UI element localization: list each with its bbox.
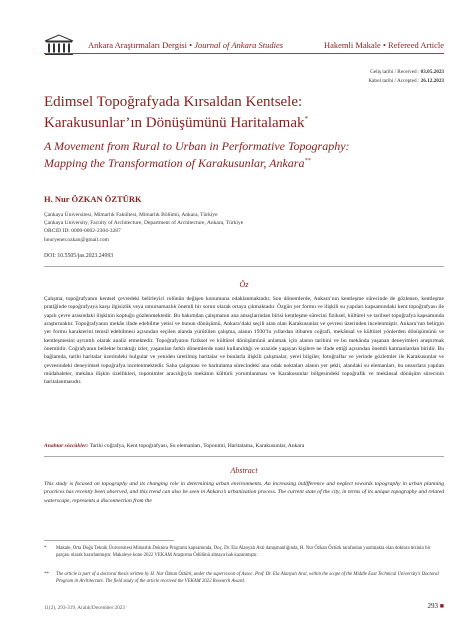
journal-name-en: Journal of Ankara Studies bbox=[194, 40, 284, 50]
keywords-divider bbox=[44, 456, 444, 457]
keywords-label: Anahtar sözcükler: bbox=[44, 443, 89, 449]
doi-link[interactable]: DOI: 10.5505/jas.2023.24993 bbox=[44, 253, 114, 259]
orcid-id[interactable]: ORCID ID: 0000-0002-2304-3287 bbox=[44, 228, 121, 235]
title-tr-line1: Edimsel Topoğrafyada Kırsaldan Kentsele: bbox=[44, 94, 303, 110]
title-en-line1: A Movement from Rural to Urban in Performative Topography: bbox=[44, 139, 350, 153]
title-en-footnote-mark[interactable]: ** bbox=[304, 158, 311, 164]
doi-divider bbox=[44, 266, 444, 267]
footnote-1-text: Makale, Orta Doğu Teknik Üniversitesi Mimarlık Doktora Programı kapsamında, Doç. Dr. Ela Alanyalı Aral danışmanlığında, H. Nur Özkan Öztürk tarafından yazılmakta olan doktora tezinin bir parçası olarak hazırlanmıştır. Makaleye konu 2022 VEKAM Araştırma Ödülünü almaya hak kazanmıştır. bbox=[56, 546, 431, 558]
article-dates: Geliş tarihi / Received : 03.05.2023 Kabul tarihi / Accepted : 26.12.2023 bbox=[368, 69, 444, 84]
footnote-divider bbox=[44, 540, 174, 541]
footnote-1 bbox=[44, 546, 444, 559]
received-label: Geliş tarihi / Received bbox=[370, 69, 417, 75]
abstract-text: This study is focused on topography and its changing role in determining urban environments. An increasing indifference and neglect towards topography in urban planning practices has recently been observed, and this trend can also be seen in Ankara’s urbanization process. The current state of the city, in terms of its unique topography and related waterscape, represents a disconnection from the bbox=[44, 481, 444, 504]
abstract-heading: Abstract bbox=[230, 466, 258, 475]
header-divider bbox=[44, 53, 444, 54]
title-tr-line2: Karakusunlar’ın Dönüşümünü Haritalamak bbox=[44, 115, 305, 131]
journal-name-tr: Ankara Araştırmaları Dergisi bbox=[88, 40, 187, 50]
title-turkish bbox=[44, 94, 454, 132]
oz-text: Çalışma, topoğrafyanın kentsel çevredeki belirleyici rolünün değişen konumuna odaklanmaktadır. Son dönemlerde, Ankara’nın kentleşme sürecinde de gözlenen, kentleşme pratiğinde topoğrafyaya karşı ilgisizlik veya umursamazlık önemli bir sorun olarak ortaya çıkmaktadır. Özgün yer formu ve ilişkili su yapıları kapsamındaki kent topoğrafyası ile yapılı çevre arasındaki ilişkinin koptuğu gözlenmektedir. Bu bakımdan çalışmanın ana amaçlarından birisi kentleşme sürecini fiziksel, kültürel ve tarihsel topoğrafya kapsamında araştırmaktır. Topoğrafyanın mekân ifade edebilme yetisi ve bunun dönüşümü, Ankara’daki seçili alan olan Karakusunlar ve çevresi üzerinden incelenmiştir. Ankara’nın belirgin yer formu karakterini temsil edebilmesi açısından seçilen alanda yürütülen çalışma, alanın 1930’lu yıllardan itibaren coğrafi, mekânsal ve kültürel yönlerden dönüşümünü ve kentleşmesini ayrıntılı olarak analiz etmektedir. Topoğrafyanın fiziksel ve kültürel dönüşümünü anlamak için alanın tarihini ve bu mekânda yaşanan deneyimleri araştırmak önemlidir. Coğrafyanın bellekte bıraktığı izler, yaşanılan farklı dönemlerde nasıl kullanıldığı ve arazide yaşayan kişilere ne ifade ettiği açısından önemli katmanlardan biridir. Bu bağlamda, tarihi haritalar üzerindeki bulgular ve yeniden üretilmiş haritalar ve bunlarla ilişkili çalışmalar, yerel bilgiler, fotoğraflar ve yerinde gözlemler ile Karakusunlar ve çevresindeki deneyimsel topoğrafya incelenmektedir. Saha çalışması ve haritalama sürecindeki ana odak noktaları alanın yer şekli, alandaki su elemanları, bu unsurlara yapılan müdahaleler, mekâna ilişkin özellikleri, toponimler aracılığıyla mekânın kültürü yorumlanması ve Karakusunlar bölgesindeki topoğrafik ve mekânsal dönüşüm sürecinin haritalanmasıdır. bbox=[44, 296, 444, 386]
page-number: 293 bbox=[427, 602, 439, 610]
keywords bbox=[44, 443, 444, 449]
author-affiliation bbox=[44, 211, 243, 244]
journal-name bbox=[88, 40, 283, 50]
affiliation-tr: Çankaya Üniversitesi, Mimarlık Fakültesi, Mimarlık Bölümü, Ankara, Türkiye bbox=[44, 212, 218, 218]
accepted-date: 26.12.2023 bbox=[420, 78, 444, 84]
title-en-line2: Mapping the Transformation of Karakusunlar, Ankara bbox=[44, 156, 305, 170]
journal-separator: • bbox=[186, 40, 195, 50]
page-marker-icon: ■ bbox=[439, 602, 444, 610]
issue-info: 11(2), 293-319, Aralık/December 2023 bbox=[44, 605, 125, 611]
keywords-text: Tarihi coğrafya, Kent topoğrafyası, Su elemanları, Toponimi, Haritalama, Karakusunlar, Ankara bbox=[89, 443, 305, 449]
footnote-2-text: The article is part of a doctoral thesis written by H. Nur Özkan Öztürk, under the supervision of Assoc. Prof. Dr. Ela Alanyalı Aral, within the scope of the Middle East Technical University’s Doctoral Program in Architecture. The field study of the article received the VEKAM 2022 Research Award. bbox=[56, 572, 439, 584]
author-email[interactable]: hnuryener.ozkan@gmail.com bbox=[44, 236, 109, 243]
accepted-label: Kabul tarihi / Accepted bbox=[368, 78, 417, 84]
footnote-2 bbox=[44, 572, 444, 585]
title-tr-footnote-mark[interactable]: * bbox=[304, 115, 308, 123]
article-type: Hakemli Makale • Refereed Article bbox=[323, 40, 444, 50]
oz-heading: Öz bbox=[239, 280, 249, 289]
received-date: 03.05.2023 bbox=[420, 69, 444, 75]
footnote-1-mark: * bbox=[44, 546, 47, 551]
author-name: H. Nur ÖZKAN ÖZTÜRK bbox=[44, 194, 142, 204]
page-number-block bbox=[428, 602, 444, 610]
footnote-2-mark: ** bbox=[44, 572, 49, 577]
affiliation-en: Çankaya University, Faculty of Architecture, Department of Architecture, Ankara, Türkiye bbox=[44, 220, 244, 227]
title-english bbox=[44, 139, 454, 171]
